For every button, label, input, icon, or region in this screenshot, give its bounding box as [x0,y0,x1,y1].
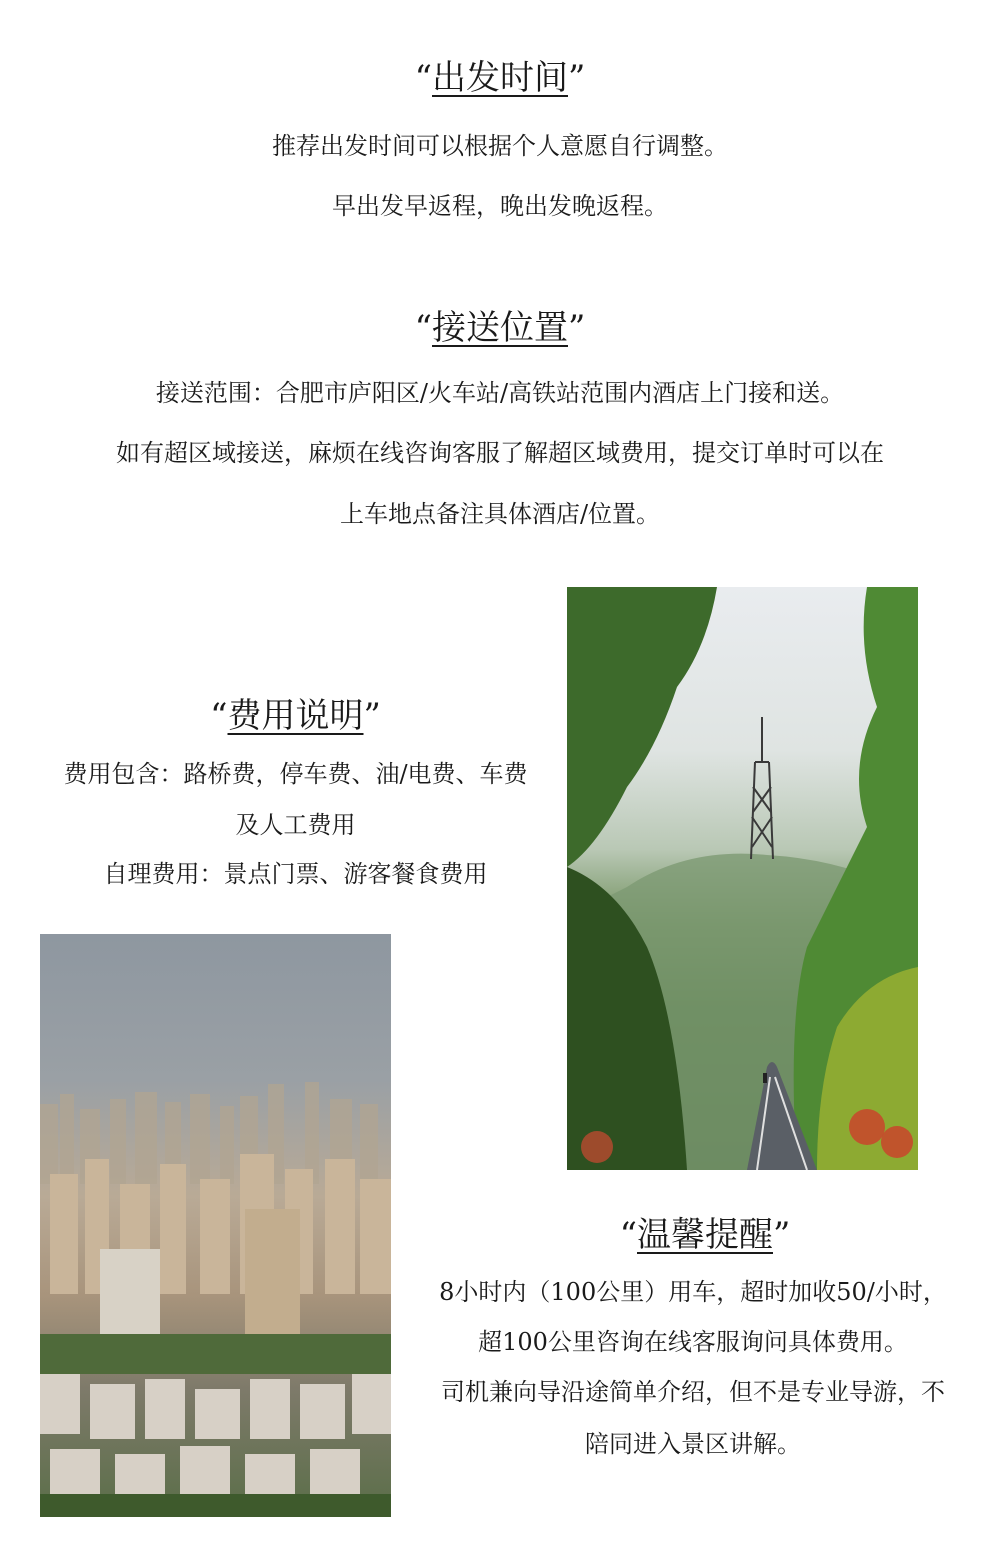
close-quote: ” [773,1215,791,1255]
close-quote: ” [568,58,586,98]
section-fees [40,696,551,736]
departure-heading [0,58,1000,98]
tips-line-1: 8小时内（100公里）用车，超时加收50/小时， [439,1278,947,1306]
pickup-line-1: 接送范围：合肥市庐阳区/火车站/高铁站范围内酒店上门接和送。 [155,379,845,407]
tower-hill-illustration [567,587,918,1170]
pickup-line-3: 上车地点备注具体酒店/位置。 [339,500,661,528]
pickup-line-2: 如有超区域接送，麻烦在线咨询客服了解超区域费用，提交订单时可以在 [116,439,884,467]
pickup-heading [0,308,1000,348]
section-pickup [0,308,1000,348]
close-quote: ” [568,308,586,348]
open-quote: “ [619,1215,637,1255]
open-quote: “ [414,308,432,348]
open-quote: “ [414,58,432,98]
open-quote: “ [210,696,228,736]
fees-title: 费用说明 [227,696,364,736]
fees-line-2: 及人工费用 [235,811,356,839]
section-departure [0,58,1000,98]
fees-heading [40,696,551,736]
departure-line-1: 推荐出发时间可以根据个人意愿自行调整。 [272,132,728,160]
fees-line-3: 自理费用：景点门票、游客餐食费用 [103,860,488,888]
fees-line-1: 费用包含：路桥费，停车费、油/电费、车费 [63,760,528,788]
tower-hill-photo [567,587,918,1170]
close-quote: ” [363,696,381,736]
section-tips [412,1215,998,1255]
tips-line-2: 超100公里咨询在线客服询问具体费用。 [478,1328,908,1356]
departure-title: 出发时间 [432,58,568,98]
departure-line-2: 早出发早返程，晚出发晚返程。 [332,192,668,220]
pickup-title: 接送位置 [432,308,568,348]
tips-title: 温馨提醒 [637,1215,773,1255]
tips-line-3: 司机兼向导沿途简单介绍，但不是专业导游，不 [441,1378,945,1406]
tips-heading [412,1215,998,1255]
city-skyline-illustration [40,934,391,1517]
tips-line-4: 陪同进入景区讲解。 [585,1430,801,1458]
city-skyline-photo [40,934,391,1517]
